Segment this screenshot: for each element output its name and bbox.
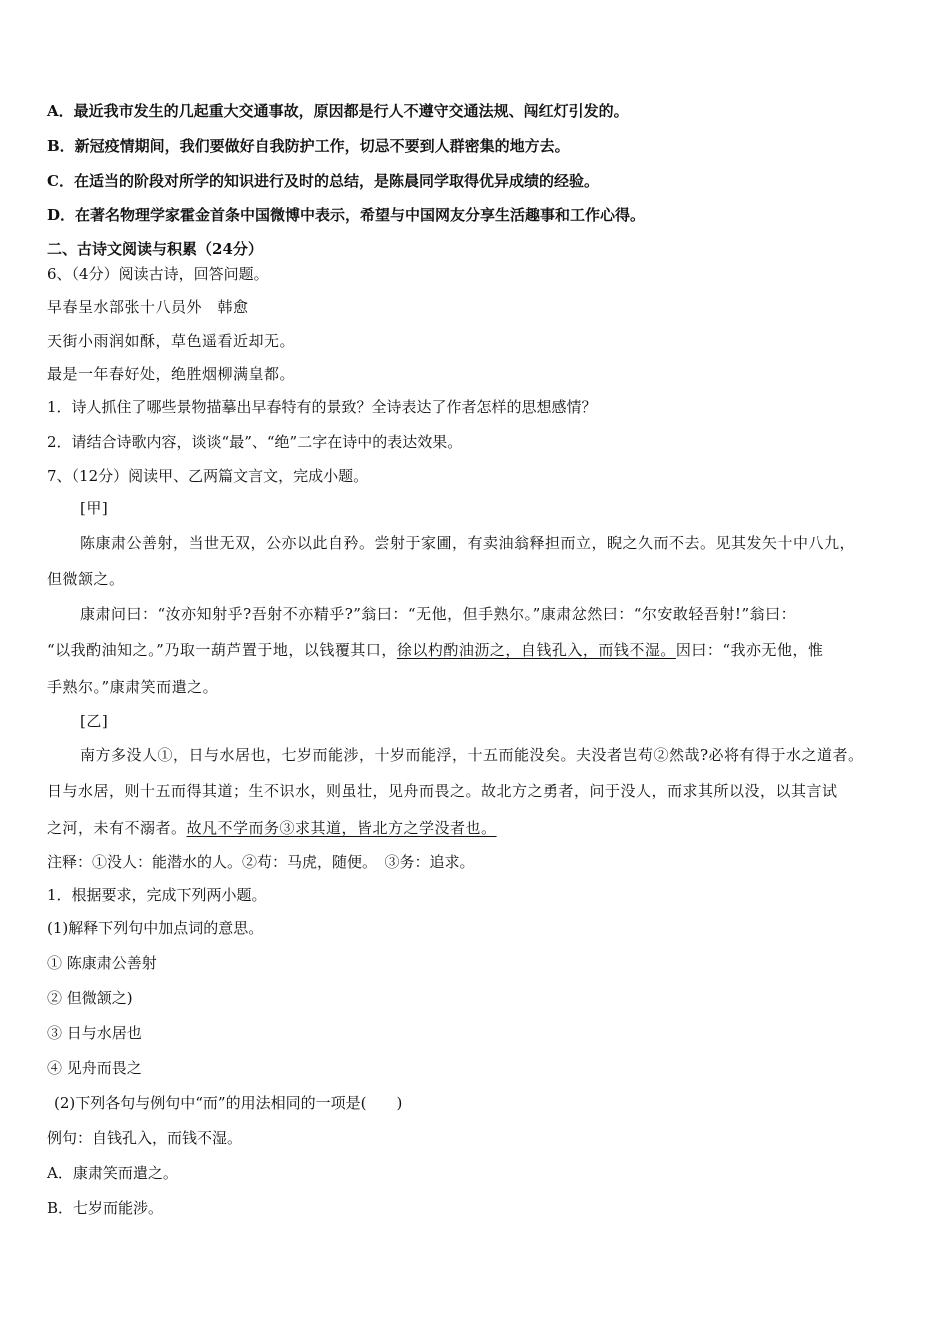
explain-item-4: ④ 见舟而畏之	[47, 1059, 142, 1077]
yi-line-3	[47, 818, 910, 838]
jia-paragraph-1-line-2: 但微颔之。	[47, 570, 125, 588]
yi-line-1: 南方多没人①，日与水居也，七岁而能涉，十岁而能浮，十五而能没矣。夫没者岂苟②然哉?必将有得于水之道者。	[80, 746, 864, 764]
jia-label: [甲]	[80, 499, 109, 517]
poem-line-1: 天街小雨润如酥，草色遥看近却无。	[47, 332, 296, 350]
q5-option-a: A．最近我市发生的几起重大交通事故，原因都是行人不遵守交通法规、闯红灯引发的。	[47, 102, 629, 120]
jia-paragraph-2-line-2	[47, 640, 910, 660]
yi-label: [乙]	[80, 712, 109, 730]
poem-line-2: 最是一年春好处，绝胜烟柳满皇都。	[47, 365, 296, 383]
example-sentence: 例句：自钱孔入，而钱不湿。	[47, 1129, 243, 1147]
yi-text-plain: 之河，未有不溺者。	[47, 819, 187, 837]
q7-subquestion-1: 1．根据要求，完成下列两小题。	[47, 886, 267, 904]
q6-subquestion-2: 2．请结合诗歌内容，谈谈“最”、“绝”二字在诗中的表达效果。	[47, 433, 463, 451]
explain-item-2: ② 但微颔之)	[47, 989, 133, 1007]
jia-text-plain-end: 因曰：“我亦无他，惟	[675, 641, 824, 659]
q5-option-b: B．新冠疫情期间，我们要做好自我防护工作，切忌不要到人群密集的地方去。	[47, 137, 570, 155]
q6-header: 6、（4分）阅读古诗，回答问题。	[47, 265, 269, 283]
q7-subquestion-1-part-2: (2)下列各句与例句中“而”的用法相同的一项是( )	[54, 1094, 403, 1112]
choice-b: B．七岁而能涉。	[47, 1199, 164, 1217]
q5-option-c: C．在适当的阶段对所学的知识进行及时的总结，是陈晨同学取得优异成绩的经验。	[47, 172, 599, 190]
q7-subquestion-1-part-1: (1)解释下列句中加点词的意思。	[47, 919, 264, 937]
jia-underlined-sentence: 徐以杓酌油沥之，自钱孔入，而钱不湿。	[396, 641, 676, 659]
jia-paragraph-2-line-3: 手熟尔。”康肃笑而遣之。	[47, 678, 219, 696]
jia-paragraph-1-line-1: 陈康肃公善射，当世无双，公亦以此自矜。尝射于家圃，有卖油翁释担而立，睨之久而不去。见其发矢十中八九，	[80, 534, 856, 552]
annotation-notes: 注释：①没人：能潜水的人。②苟：马虎，随便。 ③务：追求。	[47, 853, 475, 871]
section-title: 二、古诗文阅读与积累（24分）	[47, 240, 263, 258]
explain-item-3: ③ 日与水居也	[47, 1024, 142, 1042]
jia-paragraph-2-line-1: 康肃问曰：“汝亦知射乎?吾射不亦精乎?”翁曰：“无他，但手熟尔。”康肃忿然曰：“尔安敢轻吾射!”翁曰：	[80, 605, 797, 623]
q5-option-d: D．在著名物理学家霍金首条中国微博中表示，希望与中国网友分享生活趣事和工作心得。	[47, 206, 646, 224]
yi-underlined-sentence: 故凡不学而务③求其道，皆北方之学没者也。	[186, 819, 497, 837]
yi-line-2: 日与水居，则十五而得其道；生不识水，则虽壮，见舟而畏之。故北方之勇者，问于没人，而求其所以没，以其言试	[47, 782, 838, 800]
q6-subquestion-1: 1．诗人抓住了哪些景物描摹出早春特有的景致？全诗表达了作者怎样的思想感情？	[47, 398, 597, 416]
poem-title: 早春呈水部张十八员外 韩愈	[47, 298, 249, 316]
choice-a: A．康肃笑而遣之。	[47, 1164, 178, 1182]
explain-item-1: ① 陈康肃公善射	[47, 954, 157, 972]
jia-text-plain: “以我酌油知之。”乃取一葫芦置于地，以钱覆其口，	[47, 641, 397, 659]
q7-header: 7、（12分）阅读甲、乙两篇文言文，完成小题。	[47, 467, 369, 485]
